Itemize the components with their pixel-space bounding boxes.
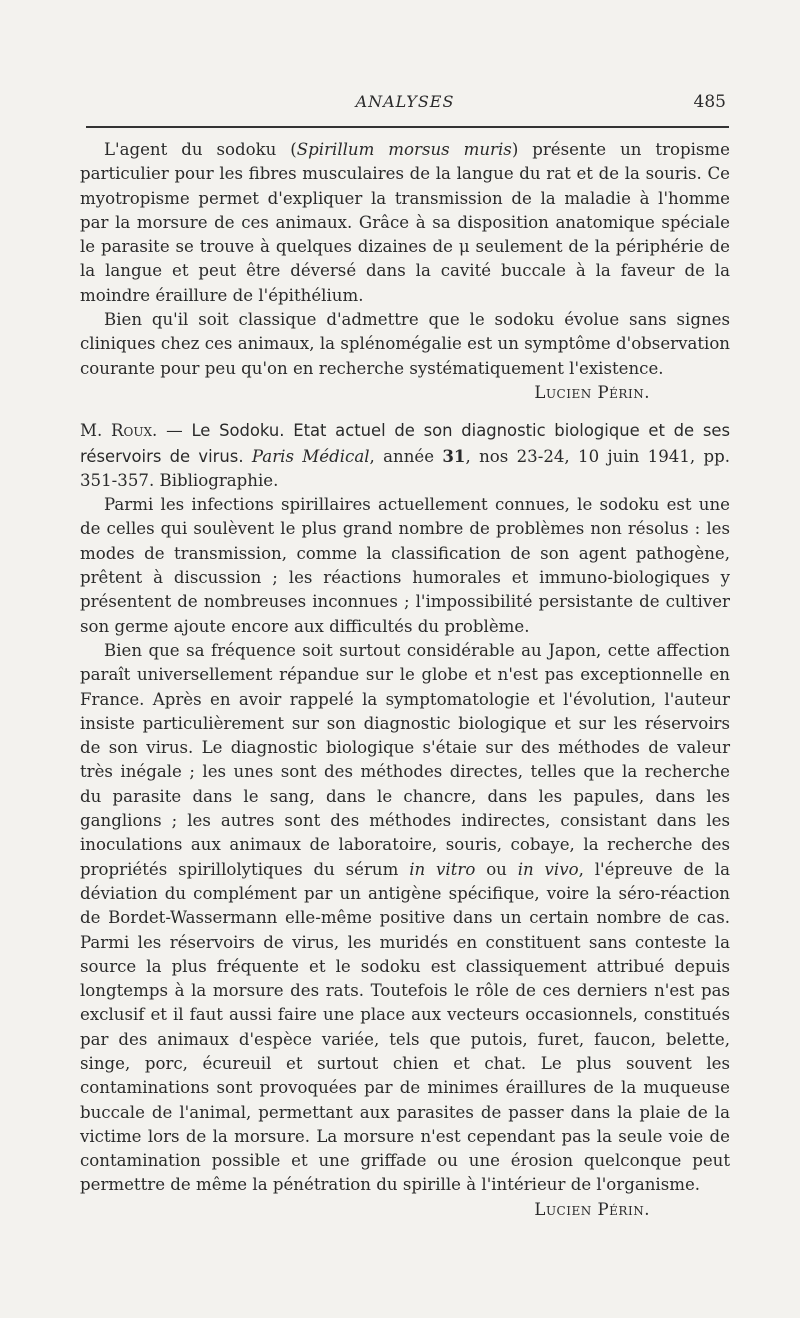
- article2-p2-text-b: , l'épreuve de la déviation du complément par un antigène spécifique, voire la séro-réaction de Bordet-Wassermann elle-même positive dans un certain nombre de cas. Parmi les réservoirs de virus, les muridés en constituent sans conteste la source la plus fréquente et le sodoku est classiquement attribué depuis longtemps à la morsure des rats. Toutefois le rôle de ces derniers n'est pas exclusif et il faut aussi faire une place aux vecteurs occasionnels, constitués par des animaux d'espèce variée, tels que putois, furet, faucon, belette, singe, porc, écureuil et surtout chien et chat. Le plus souvent les contaminations sont provoquées par de minimes éraillures de la muqueuse buccale de l'animal, permettant aux parasites de passer dans la plaie de la victime lors de la morsure. La morsure n'est cependant pas la seule voie de contamination possible et une griffade ou une érosion quelconque peut permettre de même la pénétration du spirille à l'intérieur de l'organisme.: [80, 859, 731, 1195]
- article2-p2-text-a: Bien que sa fréquence soit surtout considérable au Japon, cette affection paraît universellement répandue sur le globe et n'est pas exceptionnelle en France. Après en avoir rappelé la symptomatologie et l'évolution, l'auteur insiste particulièrement sur son diagnostic biologique et sur les réservoirs de son virus. Le diagnostic biologique s'étaie sur des méthodes de valeur très inégale ; les unes sont des méthodes directes, telles que la recherche du parasite dans le sang, dans le chancre, dans les papules, dans les ganglions ; les autres sont des méthodes indirectes, consistant dans les inoculations aux animaux de laboratoire, souris, cobaye, la recherche des propriétés spirillolytiques du sérum: [80, 640, 730, 879]
- article2-signature: Lucien Périn.: [534, 1199, 650, 1219]
- reference-title: Le Sodoku. Etat actuel de son diagnostic biologique et de ses réservoirs de virus.: [80, 421, 730, 466]
- article2-reference: [80, 419, 730, 493]
- term-in-vivo: in vivo: [517, 859, 579, 879]
- reference-dash: —: [157, 421, 192, 441]
- article1-paragraph-2: [80, 308, 730, 381]
- reference-journal: Paris Médical: [251, 446, 370, 466]
- species-name: Spirillum morsus muris: [296, 140, 512, 159]
- reference-volume: 31: [442, 445, 466, 466]
- running-title: ANALYSES: [355, 92, 455, 111]
- article1-p2-text: Bien qu'il soit classique d'admettre que le sodoku évolue sans signes cliniques chez ces animaux, la splénomégalie est un symptôme d'observation courante pour peu qu'on en recherche systématiquement l'existence.: [80, 310, 730, 378]
- page-number: 485: [693, 92, 726, 112]
- page-body: [80, 138, 730, 1222]
- article2-paragraph-2: [80, 639, 730, 1198]
- reference-details: , nos 23-24, 10 juin 1941, pp. 351-357. Bibliographie.: [80, 446, 730, 490]
- article1-signature: Lucien Périn.: [534, 382, 650, 402]
- reference-year-prefix: , année: [369, 446, 443, 466]
- term-in-vitro: in vitro: [409, 859, 476, 879]
- header-rule: [86, 126, 729, 128]
- article1-signature-line: [80, 381, 730, 405]
- article1-paragraph-1: [80, 138, 730, 308]
- article2-signature-line: [80, 1198, 730, 1222]
- article1-p1-text-b: ) présente un tropisme particulier pour les fibres musculaires de la langue du rat et de la souris. Ce myotropisme permet d'expliquer la transmission de la maladie à l'homme par la morsure de ces animaux. Grâce à sa disposition anatomique spéciale le parasite se trouve à quelques dizaines de μ seulement de la périphérie de la langue et peut être déversé dans la cavité buccale à la faveur de la moindre éraillure de l'épithélium.: [80, 140, 730, 305]
- reference-author: M. Roux.: [80, 421, 158, 441]
- article2-p2-or: ou: [475, 859, 518, 879]
- article1-p1-text-a: L'agent du sodoku (: [104, 140, 297, 159]
- article2-paragraph-1: Parmi les infections spirillaires actuellement connues, le sodoku est une de celles qui soulèvent le plus grand nombre de problèmes non résolus : les modes de transmission, comme la classification de son agent pathogène, prêtent à discussion ; les réactions humorales et immuno-biologiques y présentent de nombreuses inconnues ; l'impossibilité persistante de cultiver son germe ajoute encore aux difficultés du problème.: [80, 495, 730, 636]
- page-header: [80, 90, 730, 120]
